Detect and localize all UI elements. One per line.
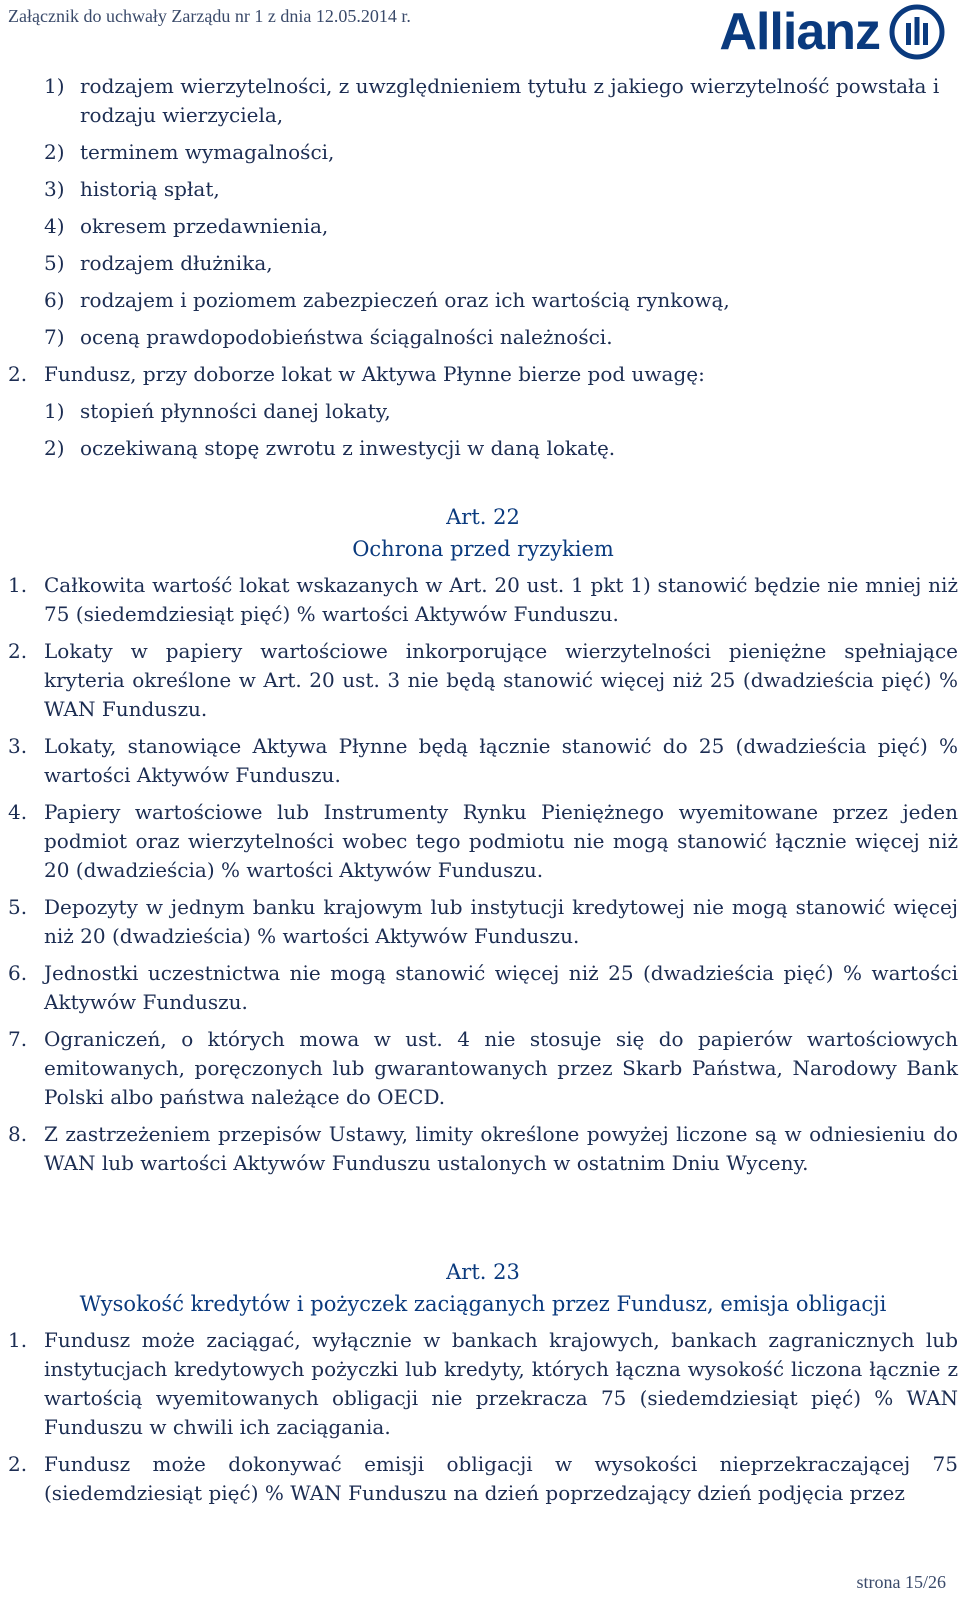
article-22-item: 6. Jednostki uczestnictwa nie mogą stanowić więcej niż 25 (dwadzieścia pięć) % wartości Aktywów Funduszu. — [8, 961, 958, 1014]
article-23-title: Wysokość kredytów i pożyczek zaciąganych przez Fundusz, emisja obligacji — [79, 1292, 887, 1316]
document-annex-note: Załącznik do uchwały Zarządu nr 1 z dnia 12.05.2014 r. — [8, 6, 411, 26]
list-item: 3) historią spłat, — [44, 177, 220, 201]
logo-text: Allianz — [719, 3, 880, 61]
article-22-item: 7. Ograniczeń, o których mowa w ust. 4 nie stosuje się do papierów wartościowych emitowanych, poręczonych lub gwarantowanych przez Skarb Państwa, Narodowy Bank Polski albo państwa należące do OECD. — [8, 1027, 958, 1109]
article-22-item: 4. Papiery wartościowe lub Instrumenty Rynku Pieniężnego wyemitowane przez jeden podmiot oraz wierzytelności wobec tego podmiotu nie mogą stanowić łącznie więcej niż 20 (dwadzieścia) % wartości Aktywów Funduszu. — [8, 800, 958, 882]
article-23-item: 1. Fundusz może zaciągać, wyłącznie w bankach krajowych, bankach zagranicznych lub instytucjach kredytowych pożyczki lub kredyty, których łączna wysokość liczona łącznie z wartością wyemitowanych obligacji nie przekracza 75 (siedemdziesiąt pięć) % WAN Funduszu w chwili ich zaciągania. — [8, 1328, 958, 1439]
article-22-item: 8. Z zastrzeżeniem przepisów Ustawy, limity określone powyżej liczone są w odniesieniu do WAN lub wartości Aktywów Funduszu ustalonych w ostatnim Dniu Wyceny. — [8, 1122, 958, 1175]
list-item: 6) rodzajem i poziomem zabezpieczeń oraz ich wartością rynkową, — [44, 288, 730, 312]
criteria-list — [8, 72, 958, 352]
list-item: 2) terminem wymagalności, — [44, 140, 335, 164]
article-22-item: 1. Całkowita wartość lokat wskazanych w Art. 20 ust. 1 pkt 1) stanowić będzie nie mniej niż 75 (siedemdziesiąt pięć) % wartości Aktywów Funduszu. — [8, 573, 958, 626]
article-22-heading: Art. 22 — [446, 505, 520, 529]
list-item: 1) rodzajem wierzytelności, z uwzględnieniem tytułu z jakiego wierzytelność powstała i rodzaju wierzyciela, — [44, 74, 940, 127]
allianz-logo — [719, 2, 946, 62]
article-22-item: 3. Lokaty, stanowiące Aktywa Płynne będą łącznie stanowić do 25 (dwadzieścia pięć) % wartości Aktywów Funduszu. — [8, 734, 958, 787]
article-22-item: 5. Depozyty w jednym banku krajowym lub instytucji kredytowej nie mogą stanowić więcej niż 20 (dwadzieścia) % wartości Aktywów Funduszu. — [8, 895, 958, 948]
allianz-eagle-icon — [888, 3, 946, 61]
article-22-item: 2. Lokaty w papiery wartościowe inkorporujące wierzytelności pieniężne spełniające kryteria określone w Art. 20 ust. 3 nie będą stanowić więcej niż 25 (dwadzieścia pięć) % WAN Funduszu. — [8, 639, 958, 721]
list-item: 1) stopień płynności danej lokaty, — [44, 399, 391, 423]
list-item: 5) rodzajem dłużnika, — [44, 251, 273, 275]
page-number: strona 15/26 — [856, 1572, 946, 1592]
article-23-heading: Art. 23 — [446, 1260, 520, 1284]
paragraph-point-2: 2. Fundusz, przy doborze lokat w Aktywa Płynne bierze pod uwagę: — [8, 362, 705, 386]
list-item: 4) okresem przedawnienia, — [44, 214, 329, 238]
article-22-title: Ochrona przed ryzykiem — [352, 537, 614, 561]
list-item: 7) oceną prawdopodobieństwa ściągalności należności. — [44, 325, 613, 349]
article-23-item: 2. Fundusz może dokonywać emisji obligacji w wysokości nieprzekraczającej 75 (siedemdziesiąt pięć) % WAN Funduszu na dzień poprzedzający dzień podjęcia przez — [8, 1452, 958, 1505]
document-body — [8, 72, 958, 1516]
list-item: 2) oczekiwaną stopę zwrotu z inwestycji w daną lokatę. — [44, 436, 616, 460]
